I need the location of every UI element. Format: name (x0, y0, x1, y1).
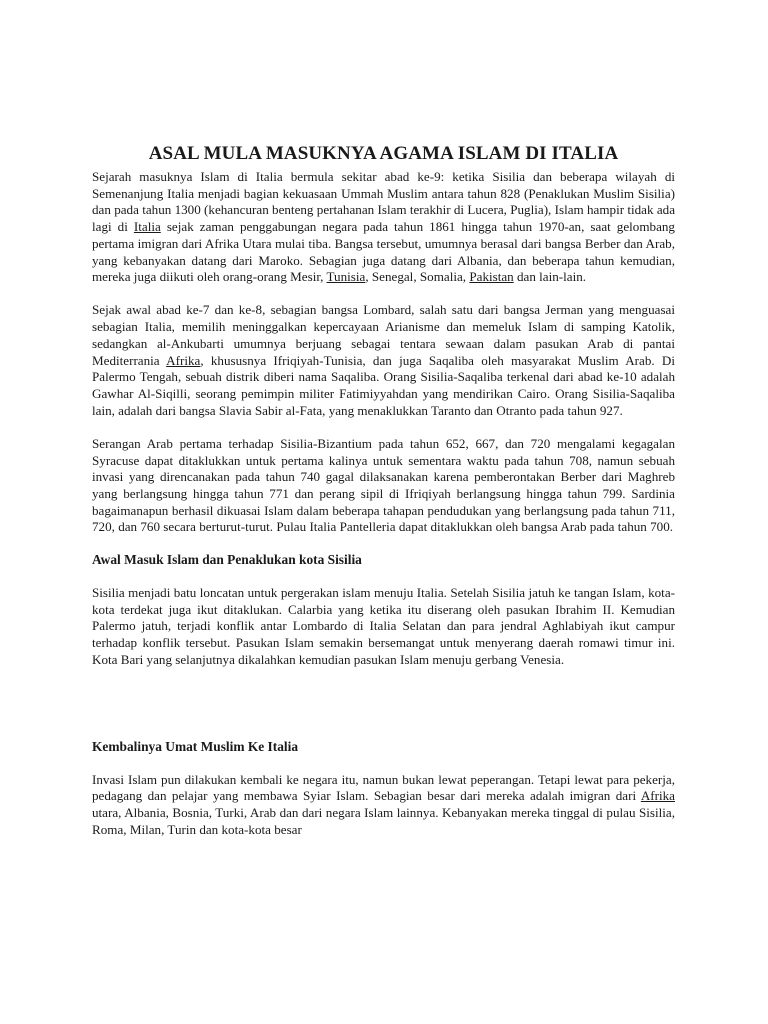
link-afrika[interactable]: Afrika (166, 352, 201, 368)
paragraph-4: Sisilia menjadi batu loncatan untuk pergerakan islam menuju Italia. Setelah Sisilia jatuh ke tangan Islam, kota-kota terdekat juga ikut ditaklukan. Calarbia yang ketika itu diserang oleh pasukan Ibrahim II. Kemudian Palermo jatuh, terjadi konflik antar Lombardo di Italia Selatan dan para jendral Aghlabiyah ikut campur terhadap konflik tersebut. Pasukan Islam semakin bersemangat untuk menyerang daerah romawi timur ini. Kota Bari yang selanjutnya dikalahkan kemudian pasukan Islam menuju gerbang Venesia. (92, 585, 675, 667)
paragraph-5-text-a: Invasi Islam pun dilakukan kembali ke negara itu, namun bukan lewat peperangan. Tetapi lewat para pekerja, pedagang dan pelajar yang membawa Syiar Islam. Sebagian besar dari mereka adalah imigran dari (92, 771, 675, 804)
document-title: ASAL MULA MASUKNYA AGAMA ISLAM DI ITALIA (148, 143, 619, 164)
paragraph-2-text-b: , khususnya Ifriqiyah-Tunisia, dan juga Saqaliba oleh masyarakat Muslim Arab. Di Palermo Tengah, sebuah distrik diberi nama Saqaliba. Orang Sisilia-Saqaliba terkenal dari abad ke-10 adalah Gawhar Al-Siqilli, seorang pemimpin militer Fatimiyyahdan yang mendirikan Cairo. Orang Sisilia-Saqaliba lain, adalah dari bangsa Slavia Sabir al-Fata, yang menaklukkan Taranto dan Otranto pada tahun 927. (92, 352, 675, 418)
paragraph-3: Serangan Arab pertama terhadap Sisilia-Bizantium pada tahun 652, 667, dan 720 mengalami kegagalan Syracuse dapat ditaklukkan untuk pertama kalinya untuk sementara waktu pada tahun 708, namun sebuah invasi yang direncanakan pada tahun 740 gagal dilaksanakan karena pemberontakan Berber dari Maghreb yang berlangsung hingga tahun 771 dan perang sipil di Ifriqiyah berlangsung hingga tahun 799. Sardinia bagaimanapun berhasil dikuasai Islam dalam beberapa tahapan pendudukan yang berlangsung pada tahun 711, 720, dan 760 secara berturut-turut. Pulau Italia Pantelleria dapat ditaklukkan oleh bangsa Arab pada tahun 700. (92, 435, 675, 535)
blank-space (92, 686, 675, 738)
paragraph-1-text-b: sejak zaman penggabungan negara pada tahun 1861 hingga tahun 1970-an, saat gelombang pertama imigran dari Afrika Utara mulai tiba. Bangsa tersebut, umumnya berasal dari bangsa Berber dan Arab, yang kebanyakan datang dari Maroko. Sebagian juga datang dari Albania, dan beberapa tahun kemudian, mereka juga diikuti oleh orang-orang Mesir, (92, 219, 675, 285)
paragraph-2-text-a: Sejak awal abad ke-7 dan ke-8, sebagian bangsa Lombard, salah satu dari bangsa Jerman yang menguasai sebagian Italia, memilih meninggalkan kepercayaan Arianisme dan memeluk Islam di samping Katolik, sedangkan al-Ankubarti umumnya berjuang sebagai tentara sewaan dalam pasukan Arab di pantai Mediterrania (92, 302, 675, 368)
paragraph-1-text-a: Sejarah masuknya Islam di Italia bermula sekitar abad ke-9: ketika Sisilia dan beberapa wilayah di Semenanjung Italia menjadi bagian kekuasaan Ummah Muslim antara tahun 828 (Penaklukan Muslim Sisilia) dan pada tahun 1300 (kehancuran benteng pertahanan Islam terakhir di Lucera, Puglia), Islam hampir tidak ada lagi di (92, 169, 675, 235)
paragraph-1-text-c: , Senegal, Somalia, (365, 269, 470, 285)
link-afrika-2[interactable]: Afrika (640, 788, 675, 804)
paragraph-5 (92, 772, 675, 839)
document-body (92, 143, 675, 855)
link-italia[interactable]: Italia (133, 219, 161, 235)
link-tunisia[interactable]: Tunisia (326, 269, 366, 285)
paragraph-1 (92, 169, 675, 286)
paragraph-1-text-d: dan lain-lain. (513, 269, 587, 285)
section-heading-awal-masuk: Awal Masuk Islam dan Penaklukan kota Sisilia (92, 552, 362, 568)
section-heading-kembalinya: Kembalinya Umat Muslim Ke Italia (92, 738, 299, 754)
link-pakistan[interactable]: Pakistan (469, 269, 514, 285)
paragraph-5-text-b: utara, Albania, Bosnia, Turki, Arab dan dari negara Islam lainnya. Kebanyakan mereka tinggal di pulau Sisilia, Roma, Milan, Turin dan kota-kota besar (92, 804, 675, 837)
paragraph-2 (92, 302, 675, 419)
